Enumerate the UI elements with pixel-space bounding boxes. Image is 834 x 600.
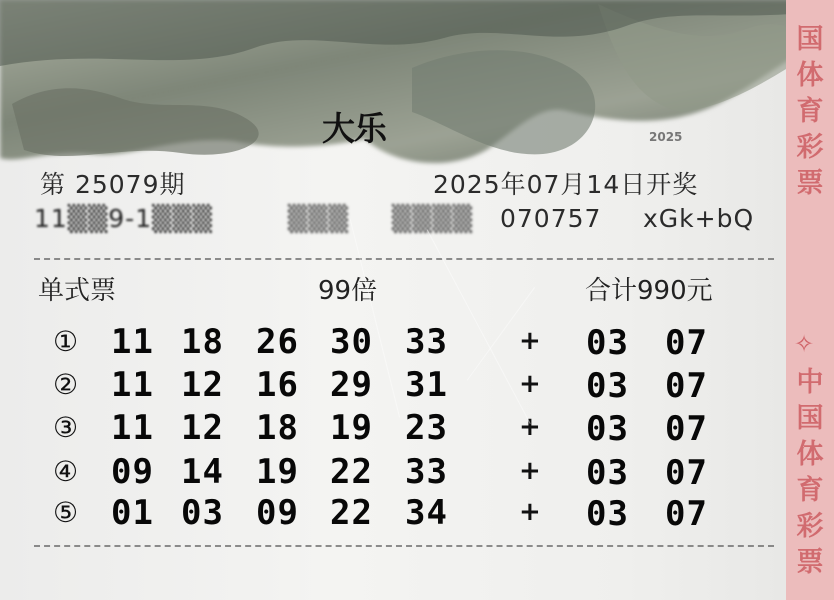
back-number: 03 [586, 366, 629, 406]
front-number: 23 [405, 408, 448, 448]
front-number: 34 [405, 493, 448, 533]
multiplier-label: 99倍 [318, 276, 378, 306]
front-number: 09 [256, 493, 299, 533]
front-number: 01 [111, 493, 154, 533]
number-row [50, 365, 740, 405]
back-number: 07 [665, 453, 708, 493]
row-index: ② [52, 368, 79, 401]
top-year-label: 2025 [649, 130, 683, 144]
row-index: ① [52, 325, 79, 358]
lottery-logo-icon: ✧ [794, 330, 815, 358]
front-number: 30 [330, 322, 373, 362]
back-number: 07 [665, 366, 708, 406]
front-number: 22 [330, 452, 373, 492]
front-number: 29 [330, 365, 373, 405]
row-index: ⑤ [52, 496, 79, 529]
row-index: ③ [52, 411, 79, 444]
total-amount: 合计990元 [585, 276, 713, 306]
front-number: 31 [405, 365, 448, 405]
obscured-code-two: ▒▒▒▒ [392, 204, 473, 233]
front-number: 09 [111, 452, 154, 492]
number-row [50, 452, 740, 492]
draw-date: 2025年07月14日开奖 [433, 170, 699, 199]
front-number: 33 [405, 322, 448, 362]
side-text-top: 国体育彩票 [796, 24, 824, 199]
front-number: 03 [181, 493, 224, 533]
obscured-serial: 11▒▒9-1▒▒▒ [34, 204, 213, 233]
number-row [50, 493, 740, 533]
plus-separator: + [519, 326, 541, 356]
front-number: 26 [256, 322, 299, 362]
plus-separator: + [519, 456, 541, 486]
back-number: 07 [665, 323, 708, 363]
obscured-code-one: ▒▒▒ [288, 204, 349, 233]
front-number: 18 [256, 408, 299, 448]
plus-separator: + [519, 369, 541, 399]
number-row [50, 408, 740, 448]
row-index: ④ [52, 455, 79, 488]
serial-tail: 070757 [500, 204, 602, 233]
front-number: 14 [181, 452, 224, 492]
front-number: 12 [181, 408, 224, 448]
back-number: 03 [586, 323, 629, 363]
back-number: 03 [586, 409, 629, 449]
issue-number: 第 25079期 [40, 170, 186, 199]
front-number: 11 [111, 322, 154, 362]
front-number: 18 [181, 322, 224, 362]
object-covering-top-of-ticket [0, 0, 834, 175]
front-number: 16 [256, 365, 299, 405]
plus-separator: + [519, 497, 541, 527]
back-number: 07 [665, 409, 708, 449]
ticket-type-label: 单式票 [38, 276, 117, 306]
dashed-divider-bottom [34, 545, 774, 547]
front-number: 22 [330, 493, 373, 533]
number-row [50, 322, 740, 362]
front-number: 19 [330, 408, 373, 448]
back-number: 07 [665, 494, 708, 534]
ticket-title-fragment: 大乐 [322, 109, 386, 148]
front-number: 19 [256, 452, 299, 492]
front-number: 12 [181, 365, 224, 405]
check-code: xGk+bQ [643, 204, 755, 233]
back-number: 03 [586, 494, 629, 534]
front-number: 33 [405, 452, 448, 492]
front-number: 11 [111, 408, 154, 448]
side-text-bottom: 中国体育彩票 [796, 367, 824, 578]
dashed-divider-top [34, 258, 774, 260]
back-number: 03 [586, 453, 629, 493]
front-number: 11 [111, 365, 154, 405]
plus-separator: + [519, 412, 541, 442]
